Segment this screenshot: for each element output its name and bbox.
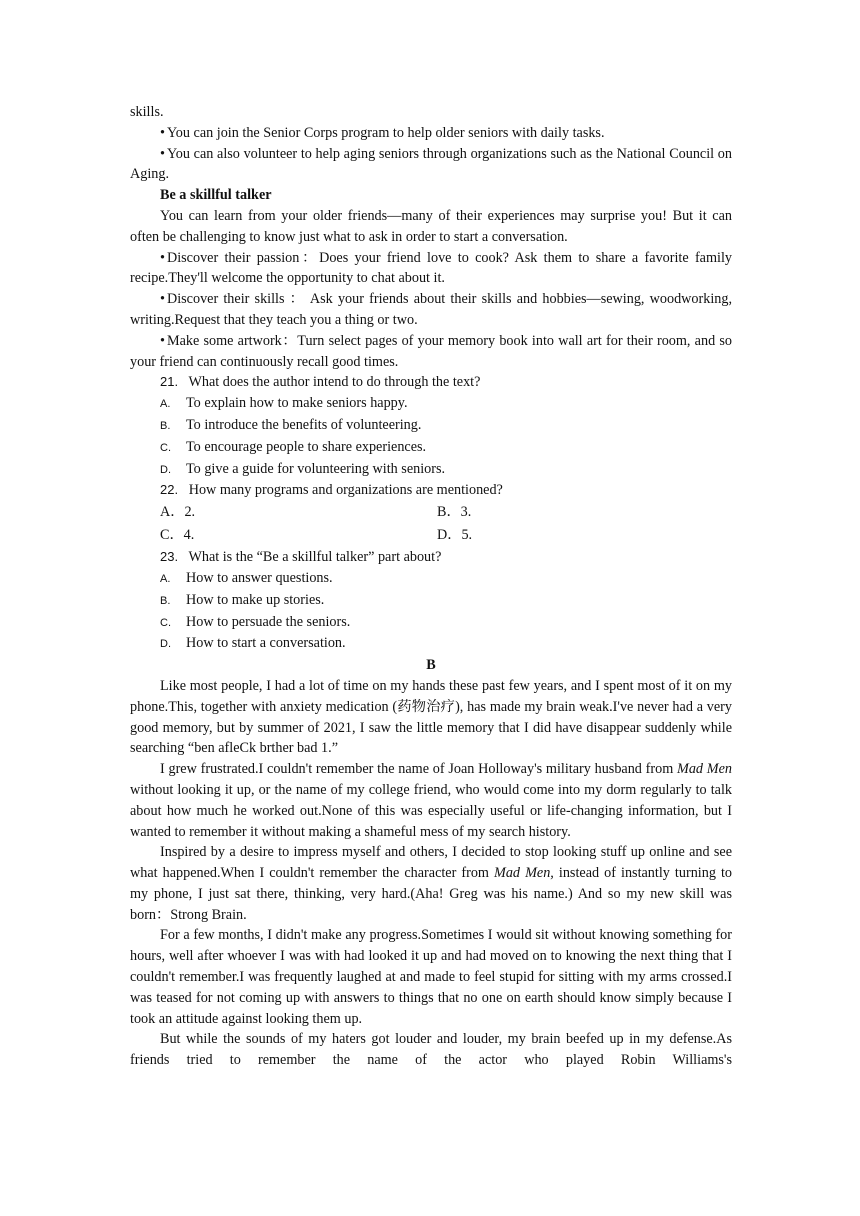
section-heading: Be a skillful talker	[160, 187, 272, 204]
question-21: 21. What does the author intend to do through the text?	[160, 374, 481, 391]
option-23d[interactable]: D. How to start a conversation.	[160, 635, 346, 652]
option-21d[interactable]: D. To give a guide for volunteering with seniors.	[160, 460, 446, 477]
bullet-icon: •	[160, 145, 165, 162]
option-23b[interactable]: B. How to make up stories.	[160, 591, 325, 608]
option-23a[interactable]: A. How to answer questions.	[160, 569, 333, 586]
bullet-icon: •	[160, 124, 165, 141]
document-page	[130, 102, 732, 1071]
question-23: 23. What is the “Be a skillful talker” part about?	[160, 549, 442, 566]
option-22b[interactable]: B．3.	[437, 504, 472, 521]
passage-b-paragraph-3: Inspired by a desire to impress myself and others, I decided to stop looking stuff up online and see what happened.When I couldn't remember the character from Mad Men, instead of instantly turning to my phone, I just sat there, thinking, very hard.(Aha! Greg was his name.) And so my new skill was born：Strong Brain.	[130, 844, 733, 923]
continued-text: skills.	[130, 104, 164, 120]
bullet-icon: •	[160, 249, 165, 266]
tip-passion: • Discover their passion：Does your friend love to cook? Ask them to share a favorite family recipe.They'll welcome the opportunity to chat about it.	[130, 249, 732, 287]
section-b-title: B	[426, 657, 436, 674]
passage-b-paragraph-4: For a few months, I didn't make any progress.Sometimes I would sit without knowing something for hours, well after whoever I was with had looked it up and had moved on to knowing the next thing that I couldn't remember.I was frequently laughed at and made to feel stupid for sitting with my arms crossed.I was teased for not coming up with answers to things that no one on earth should know simply because I took an attitude against looking them up.	[130, 927, 732, 1027]
passage-b-paragraph-1: Like most people, I had a lot of time on my hands these past few years, and I spent most of it on my phone.This, together with anxiety medication (药物治疗), has made my brain weak.I've never had a very good memory, but by summer of 2021, I saw the little memory that I did have disappear suddenly while searching “ben afleCk brther bad 1.”	[130, 677, 732, 757]
passage-b-paragraph-5: But while the sounds of my haters got louder and louder, my brain beefed up in my defense.As friends tried to remember the name of the actor who played Robin Williams's	[130, 1031, 732, 1069]
option-22a[interactable]: A．2.	[160, 504, 196, 521]
option-21b[interactable]: B. To introduce the benefits of volunteering.	[160, 416, 422, 433]
option-23c[interactable]: C. How to persuade the seniors.	[160, 613, 351, 630]
bullet-icon: •	[160, 291, 165, 308]
bullet-national-council: • You can also volunteer to help aging seniors through organizations such as the National Council on Aging.	[130, 145, 732, 183]
tip-artwork: • Make some artwork：Turn select pages of your memory book into wall art for their room, and so your friend can continuously recall good times.	[130, 332, 732, 370]
bullet-senior-corps: • You can join the Senior Corps program to help older seniors with daily tasks.	[160, 124, 605, 141]
question-22: 22. How many programs and organizations are mentioned?	[160, 482, 503, 499]
option-21c[interactable]: C. To encourage people to share experiences.	[160, 438, 427, 455]
option-21a[interactable]: A. To explain how to make seniors happy.	[160, 395, 408, 412]
option-22c[interactable]: C．4.	[160, 527, 195, 544]
options-row-22-ab	[130, 501, 732, 524]
option-22d[interactable]: D．5.	[437, 527, 473, 544]
options-row-22-cd	[130, 524, 732, 547]
intro-paragraph: You can learn from your older friends—many of their experiences may surprise you! But it can often be challenging to know just what to ask in order to start a conversation.	[130, 207, 732, 245]
passage-b-paragraph-2: I grew frustrated.I couldn't remember the name of Joan Holloway's military husband from Mad Men without looking it up, or the name of my college friend, who would come into my dorm regularly to talk about how much he worked out.None of this was especially useful or life-changing information, but I wanted to remember it without making a shameful mess of my search history.	[130, 761, 732, 840]
tip-skills: • Discover their skills ： Ask your friends about their skills and hobbies—sewing, woodworking, writing.Request that they teach you a thing or two.	[130, 291, 732, 328]
bullet-icon: •	[160, 332, 165, 349]
